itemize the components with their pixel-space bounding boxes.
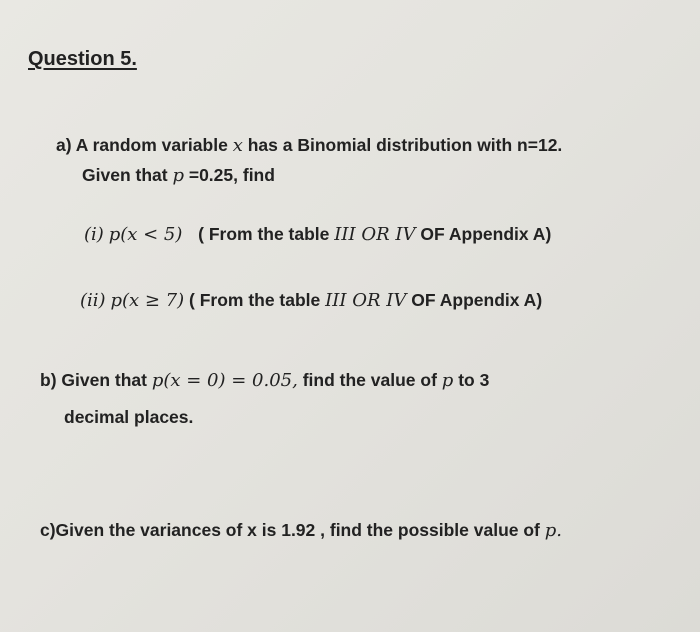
item-ii-table-expression: III OR IV: [325, 290, 407, 311]
part-a-prefix: a) A random variable: [56, 135, 228, 155]
part-b-variable: p: [441, 370, 454, 391]
item-i-label: (i): [84, 224, 104, 245]
item-ii-label: (ii): [80, 290, 106, 311]
item-ii-text-suffix: OF Appendix A): [411, 290, 543, 310]
question-title: Question 5.: [28, 48, 137, 70]
item-ii-expression: p(x ≥ 7): [110, 290, 185, 311]
item-ii-text-prefix: ( From the table: [189, 290, 321, 310]
item-i-table-expression: III OR IV: [334, 224, 416, 245]
part-b-line-2: decimal places.: [64, 407, 194, 427]
item-i-expression: p(x < 5): [108, 224, 183, 245]
part-a-variable: x: [232, 135, 243, 156]
part-b-line-1: [40, 369, 489, 392]
part-a-given-prefix: Given that: [82, 165, 168, 185]
part-a-item-i: [84, 223, 551, 246]
part-b-prefix: b) Given that: [40, 370, 147, 390]
part-a-given-suffix: =0.25, find: [188, 165, 275, 185]
part-a-given-variable: p: [172, 165, 184, 186]
item-i-text-prefix: ( From the table: [198, 224, 330, 244]
part-c-variable: p.: [544, 520, 563, 541]
part-a-suffix: has a Binomial distribution with n=12.: [247, 135, 563, 155]
part-b-suffix: to 3: [458, 370, 490, 390]
item-i-text-suffix: OF Appendix A): [420, 224, 552, 244]
part-c-line: [40, 519, 562, 542]
part-a-item-ii: [80, 289, 542, 312]
part-c-text: c)Given the variances of x is 1.92 , find the possible value of: [40, 520, 540, 540]
part-b-middle: find the value of: [302, 370, 437, 390]
part-a-line-2: [82, 164, 275, 187]
part-a-line-1: [56, 134, 562, 157]
part-b-expression: p(x = 0) = 0.05,: [151, 370, 298, 391]
